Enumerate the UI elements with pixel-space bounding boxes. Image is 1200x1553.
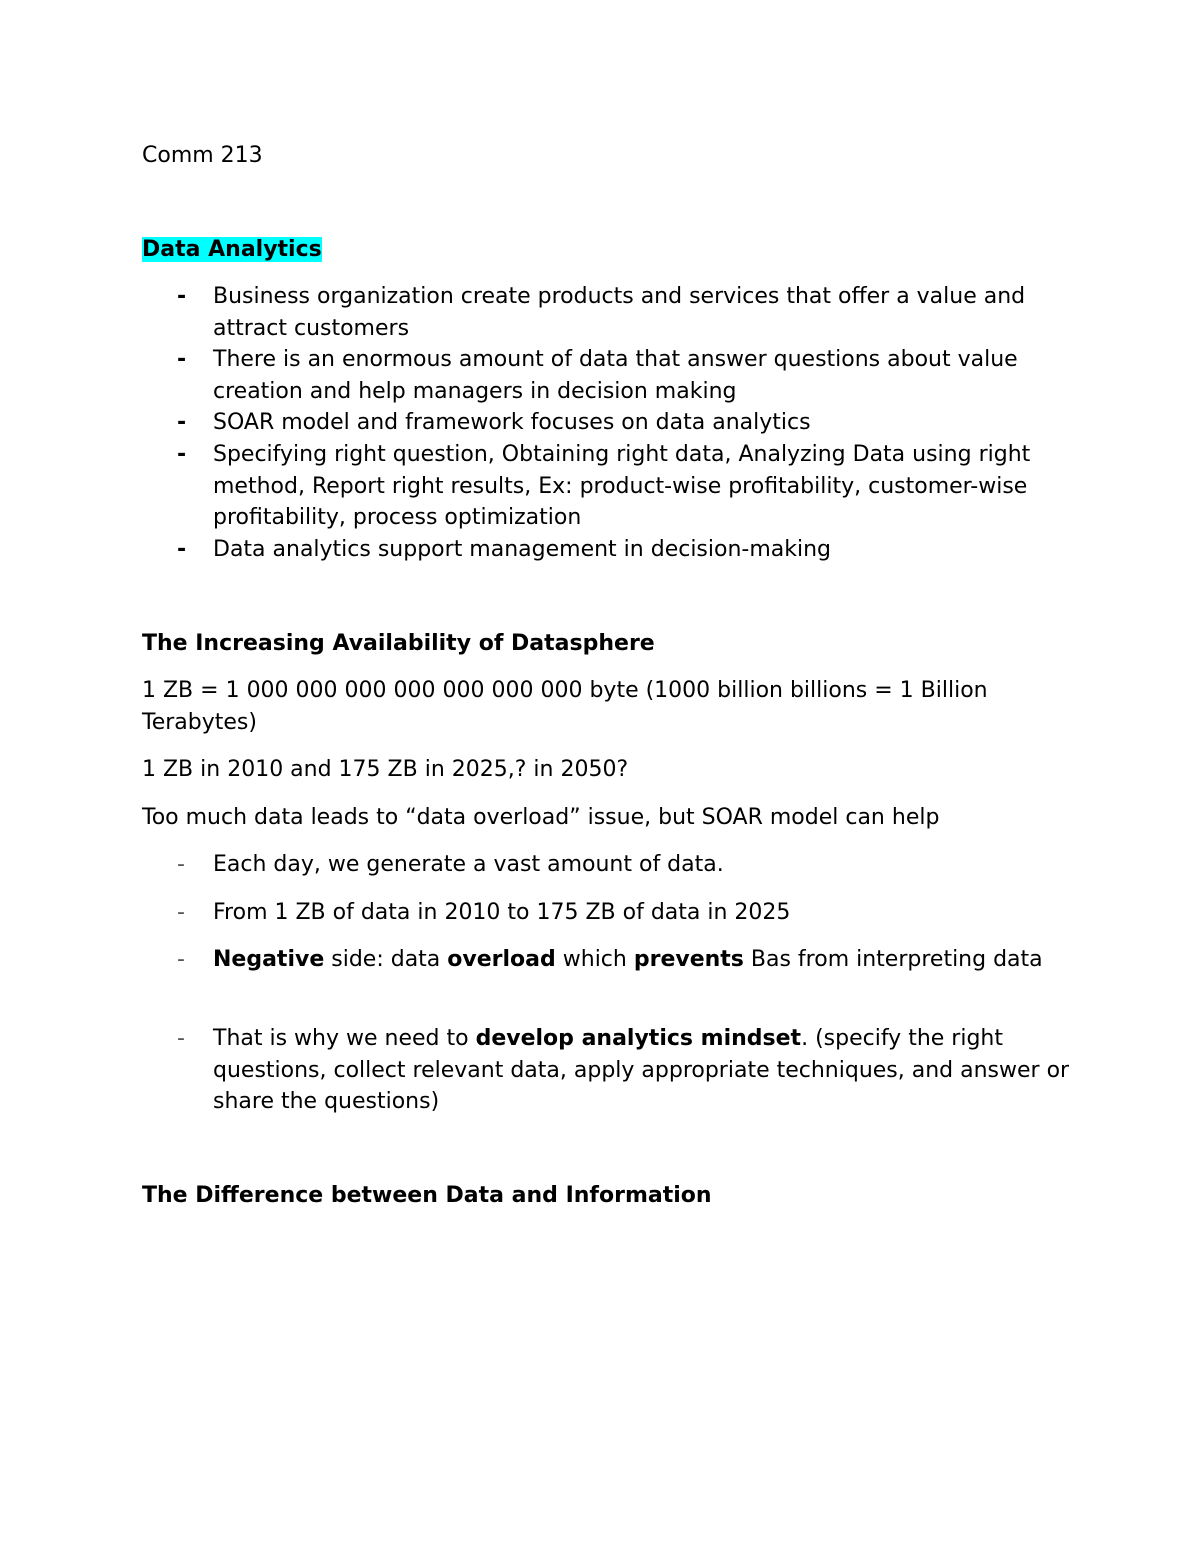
text-run: which bbox=[555, 947, 634, 972]
text-run: side: data bbox=[324, 947, 448, 972]
bullet-dash: - bbox=[177, 284, 187, 309]
list-item-text: There is an enormous amount of data that answer questions about value creation and help managers in decision making bbox=[213, 347, 1018, 404]
emphasis-negative: Negative bbox=[213, 947, 325, 972]
list-item-text: SOAR model and framework focuses on data analytics bbox=[213, 410, 811, 435]
text-run: . (specify the right questions, collect relevant data, apply appropriate techniques, and answer or share the questions) bbox=[213, 1026, 1070, 1114]
bullet-dash: - bbox=[177, 852, 185, 877]
emphasis-overload: overload bbox=[447, 947, 556, 972]
emphasis-analytics-mindset: develop analytics mindset bbox=[475, 1026, 802, 1051]
list-item-text: Business organization create products and services that offer a value and attract customers bbox=[213, 284, 1026, 341]
section-heading-data-analytics bbox=[142, 234, 322, 265]
highlighted-heading-text: Data Analytics bbox=[142, 237, 322, 262]
data-overload-paragraph: Too much data leads to “data overload” issue, but SOAR model can help bbox=[142, 805, 940, 830]
list-item-text: From 1 ZB of data in 2010 to 175 ZB of data in 2025 bbox=[213, 900, 791, 925]
text-run: Bas from interpreting data bbox=[743, 947, 1043, 972]
list-item-text: Each day, we generate a vast amount of data. bbox=[213, 852, 724, 877]
zb-definition-line-1: 1 ZB = 1 000 000 000 000 000 000 000 byte (1000 billion billions = 1 Billion bbox=[142, 678, 988, 703]
bullet-dash: - bbox=[177, 1026, 185, 1051]
section-heading-datasphere: The Increasing Availability of Datasphere bbox=[142, 631, 655, 656]
zb-growth-paragraph: 1 ZB in 2010 and 175 ZB in 2025,? in 2050? bbox=[142, 757, 629, 782]
list-item-text bbox=[213, 944, 1073, 976]
bullet-dash: - bbox=[177, 947, 185, 972]
list-item-text: Specifying right question, Obtaining right data, Analyzing Data using right method, Report right results, Ex: product-wise profitability, customer-wise profitability, process optimization bbox=[213, 442, 1031, 530]
list-item-text bbox=[213, 1023, 1073, 1118]
bullet-dash: - bbox=[177, 410, 187, 435]
bullet-dash: - bbox=[177, 347, 187, 372]
text-run: That is why we need to bbox=[213, 1026, 476, 1051]
course-title: Comm 213 bbox=[142, 143, 263, 168]
emphasis-prevents: prevents bbox=[633, 947, 744, 972]
bullet-dash: - bbox=[177, 537, 187, 562]
list-item-text: Data analytics support management in decision-making bbox=[213, 537, 832, 562]
bullet-dash: - bbox=[177, 900, 185, 925]
bullet-dash: - bbox=[177, 442, 187, 467]
zb-definition-line-2: Terabytes) bbox=[142, 710, 257, 735]
section-heading-data-vs-information: The Difference between Data and Information bbox=[142, 1183, 712, 1208]
